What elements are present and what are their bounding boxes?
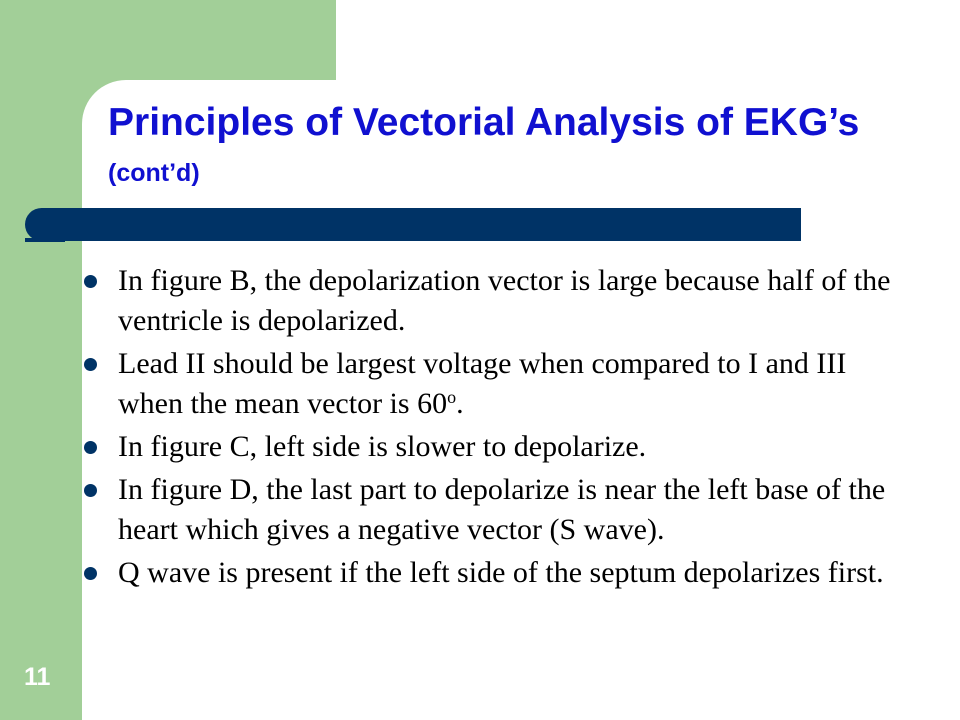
title-underline-bar — [25, 208, 801, 241]
page-number: 11 — [24, 663, 51, 691]
bullet-text: In figure C, left side is slower to depolarize. — [118, 430, 647, 463]
bullet-text: In figure D, the last part to depolarize is near the left base of the heart which gives a negative vector (S wave). — [118, 473, 886, 546]
slide-title-text: Principles of Vectorial Analysis of EKG’s — [108, 101, 860, 144]
bullet-item — [80, 344, 910, 424]
bullet-text: Lead II should be largest voltage when compared to I and III when the mean vector is 60 — [118, 347, 847, 420]
bullet-item — [80, 470, 910, 550]
bullet-item — [80, 427, 910, 467]
title-underline-bar-tail — [25, 238, 65, 242]
bullet-text: Q wave is present if the left side of the septum depolarizes first. — [118, 556, 884, 589]
bullet-dot-icon — [84, 275, 97, 288]
bullet-dot-icon — [84, 484, 97, 497]
bullet-text: In figure B, the depolarization vector is large because half of the ventricle is depolarized. — [118, 264, 891, 337]
bullet-dot-icon — [84, 358, 97, 371]
bullet-dot-icon — [84, 441, 97, 454]
slide-title-suffix: (cont’d) — [108, 159, 200, 187]
slide-title — [108, 100, 868, 196]
bullet-item — [80, 261, 910, 341]
bullet-text-end: . — [456, 387, 464, 420]
bullet-list — [80, 261, 910, 596]
bullet-dot-icon — [84, 567, 97, 580]
bullet-item — [80, 553, 910, 593]
degree-superscript: o — [447, 387, 457, 407]
